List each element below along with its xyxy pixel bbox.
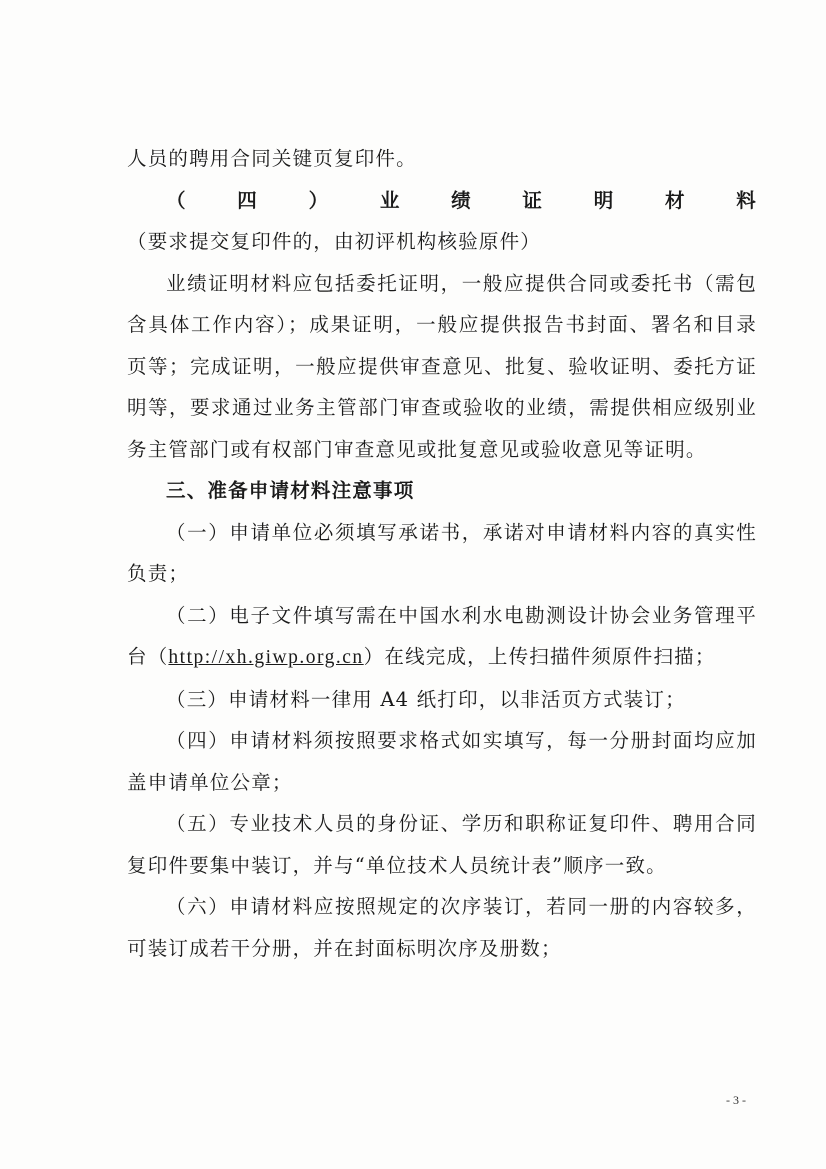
paragraph-text: （二）电子文件填写需在中国水利水电勘测设计协会业务管理平台（ <box>127 603 757 668</box>
paragraph-text: （一）申请单位必须填写承诺书，承诺对申请材料内容的真实性负责； <box>127 520 757 585</box>
list-item-4 <box>127 720 757 803</box>
paragraph-text: 业绩证明材料应包括委托证明，一般应提供合同或委托书（需包含具体工作内容）；成果证明，一般应提供报告书封面、署名和目录页等；完成证明，一般应提供审查意见、批复、验收证明、委托方证明等，要求通过业务主管部门审查或验收的业绩，需提供相应级别业务主管部门或有权部门审查意见或批复意见或验收意见等证明。 <box>127 271 757 461</box>
list-item-2 <box>127 595 757 679</box>
list-item-5 <box>127 803 757 886</box>
list-item-3 <box>127 679 757 721</box>
body-text <box>127 138 757 969</box>
paragraph-text: （六）申请材料应按照规定的次序装订，若同一册的内容较多，可装订成若干分册，并在封面标明次序及册数； <box>127 895 757 960</box>
paragraph-text: 人员的聘用合同关键页复印件。 <box>127 147 417 170</box>
page-number: - 3 - <box>726 1093 746 1107</box>
paragraph-text: （要求提交复印件的，由初评机构核验原件） <box>127 230 542 253</box>
paragraph-personnel-contract <box>127 138 757 180</box>
paragraph-text: （五）专业技术人员的身份证、学历和职称证复印件、聘用合同复印件要集中装订，并与“单位技术人员统计表”顺序一致。 <box>127 812 757 877</box>
list-item-1 <box>127 512 757 595</box>
paragraph-text: （三）申请材料一律用 A4 纸打印，以非活页方式装订； <box>166 687 686 711</box>
list-item-6 <box>127 886 757 969</box>
paragraph-performance-heading <box>127 180 757 263</box>
subheading-performance-materials: （四）业绩证明材料 <box>166 188 757 212</box>
platform-link[interactable]: http://xh.giwp.org.cn <box>168 647 364 668</box>
paragraph-performance-body <box>127 263 757 471</box>
section-title: 三、准备申请材料注意事项 <box>166 479 415 502</box>
paragraph-text: ）在线完成，上传扫描件须原件扫描； <box>363 645 716 668</box>
paragraph-text: （四）申请材料须按照要求格式如实填写，每一分册封面均应加盖申请单位公章； <box>127 729 757 794</box>
